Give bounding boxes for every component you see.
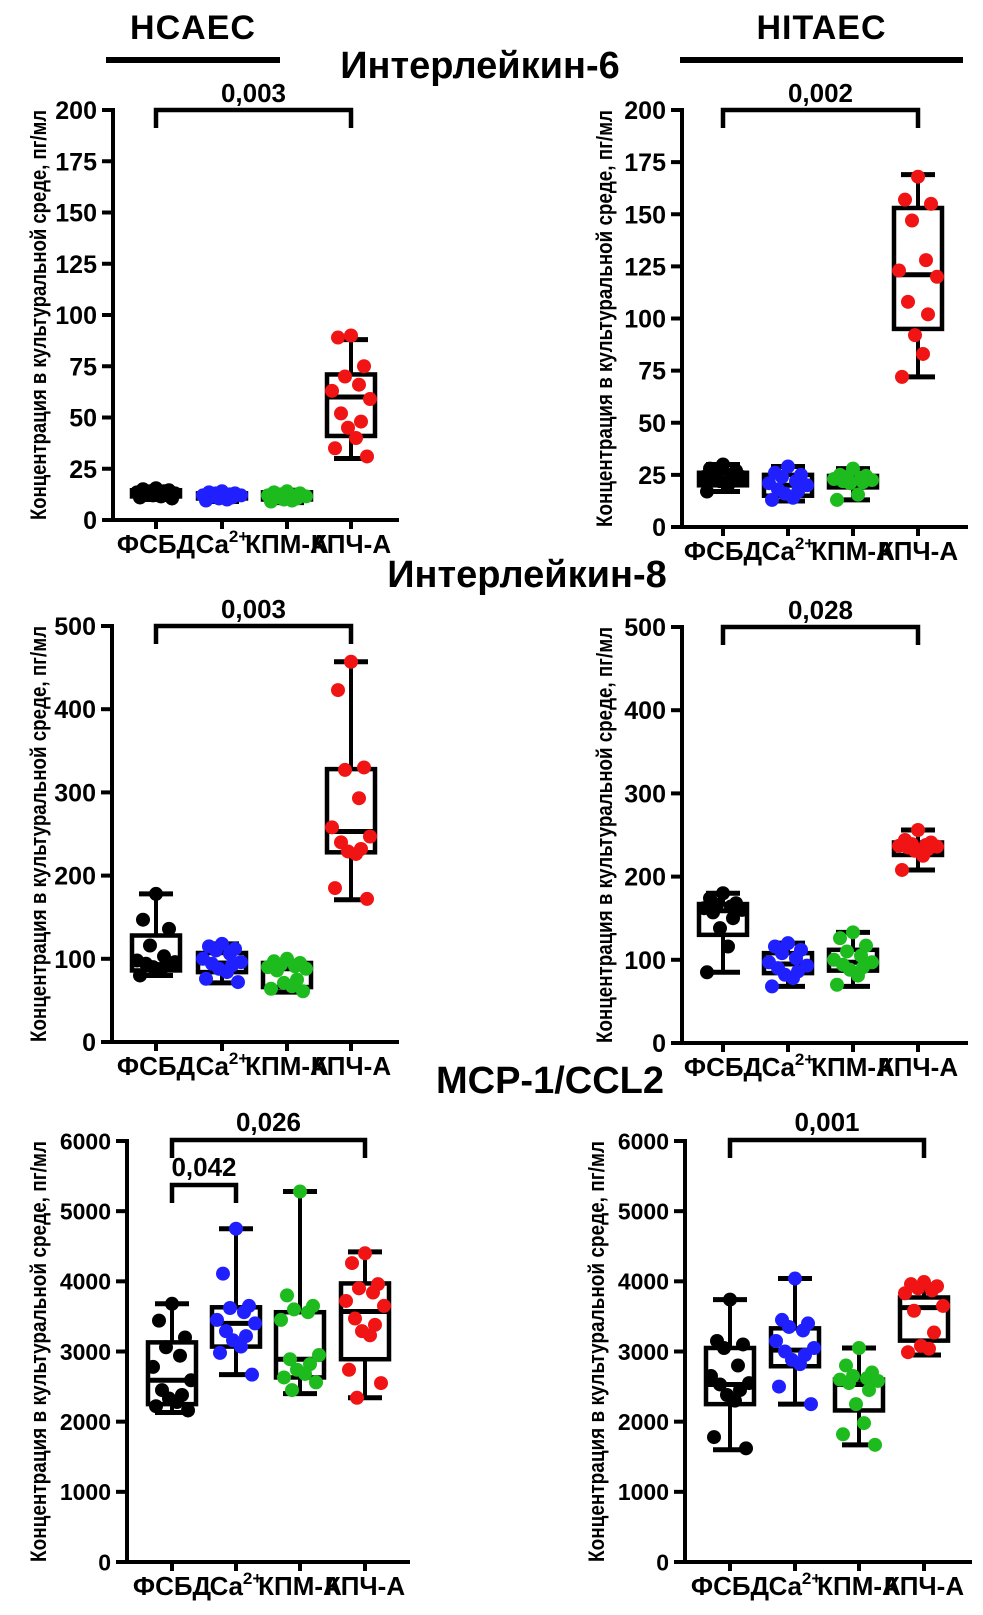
y-axis-ticks — [618, 1128, 685, 1575]
data-point — [772, 1380, 786, 1394]
data-point — [804, 1397, 818, 1411]
data-point — [786, 971, 800, 985]
box-group-3 — [827, 925, 879, 991]
x-category-label: КПЧ-А — [324, 1571, 406, 1601]
data-point — [851, 488, 865, 502]
data-point — [922, 1342, 936, 1356]
data-point — [348, 1312, 362, 1326]
data-point — [911, 170, 925, 184]
data-point — [245, 1368, 259, 1382]
x-axis-ticks — [691, 1562, 964, 1601]
box-group-4 — [892, 823, 944, 877]
data-point — [927, 1326, 941, 1340]
data-point — [713, 921, 727, 935]
y-axis-title: Концентрация в культуральной среде, пг/мл — [592, 555, 617, 1043]
y-axis-title: Концентрация в культуральной среде, пг/мл — [584, 1074, 609, 1562]
data-point — [857, 1416, 871, 1430]
section-title-interleukin-8: Интерлейкин-8 — [387, 554, 667, 596]
data-point — [707, 1430, 721, 1444]
box-group-4 — [325, 655, 377, 906]
data-point — [836, 1427, 850, 1441]
data-point — [911, 823, 925, 837]
data-point — [851, 969, 865, 983]
p-value-label: 0,028 — [787, 595, 854, 625]
data-point — [331, 683, 345, 697]
y-tick-label: 5000 — [617, 1198, 669, 1225]
data-point — [159, 1340, 173, 1354]
p-value-label: 0,003 — [220, 594, 287, 624]
x-category-label: КПМ-А — [811, 536, 895, 566]
data-point — [793, 1357, 807, 1371]
data-point — [199, 494, 213, 508]
data-point — [199, 972, 213, 986]
data-point — [898, 1286, 912, 1300]
data-point — [325, 820, 339, 834]
data-point — [234, 1340, 248, 1354]
significance-bracket — [171, 1152, 236, 1203]
x-category-label: ФСБД — [116, 1051, 196, 1081]
data-point — [178, 1330, 192, 1344]
data-point — [173, 1349, 187, 1363]
y-axis-ticks — [55, 97, 113, 535]
x-category-label: $Ca^{2+}$ — [195, 527, 249, 559]
x-category-label: КПЧ-А — [877, 536, 959, 566]
y-tick-label: 200 — [624, 863, 666, 892]
box-group-2 — [210, 1222, 262, 1382]
data-point — [331, 331, 345, 345]
data-point — [352, 378, 366, 392]
data-point — [782, 1320, 796, 1334]
data-point — [264, 982, 278, 996]
data-point — [349, 431, 363, 445]
data-point — [849, 1397, 863, 1411]
y-tick-label: 4000 — [617, 1268, 669, 1295]
data-point — [736, 1337, 750, 1351]
box-group-3 — [274, 1185, 326, 1398]
data-point — [334, 406, 348, 420]
box-group-1 — [697, 457, 749, 498]
data-point — [868, 1438, 882, 1452]
data-point — [136, 913, 150, 927]
data-point — [377, 1299, 391, 1313]
y-axis-ticks — [624, 614, 682, 1058]
data-point — [133, 968, 147, 982]
x-axis-ticks — [117, 520, 391, 559]
y-tick-label: 100 — [624, 946, 666, 975]
data-point — [921, 307, 935, 321]
y-tick-label: 125 — [55, 250, 97, 279]
data-point — [237, 1305, 251, 1319]
box-group-2 — [196, 484, 248, 507]
x-category-label: ФСБД — [132, 1571, 212, 1601]
data-point — [905, 214, 919, 228]
x-category-label: КПМ-А — [817, 1571, 901, 1601]
data-point — [919, 253, 933, 267]
x-axis-ticks — [133, 1562, 405, 1601]
y-tick-label: 100 — [54, 945, 96, 974]
box-group-4 — [898, 1275, 950, 1359]
x-category-label: КПМ-А — [811, 1052, 895, 1082]
data-point — [296, 984, 310, 998]
data-point — [216, 1267, 230, 1281]
plot-hitaec-il6 — [592, 39, 966, 566]
data-point — [264, 495, 278, 509]
data-point — [328, 881, 342, 895]
data-point — [352, 791, 366, 805]
data-point — [842, 1376, 856, 1390]
x-category-label: $Ca^{2+}$ — [761, 1050, 815, 1082]
x-category-label: ФСБД — [683, 1052, 763, 1082]
plot-hcaec-mcp1 — [26, 1074, 408, 1601]
y-tick-label: 2000 — [617, 1408, 669, 1435]
data-point — [231, 975, 245, 989]
y-tick-label: 400 — [54, 696, 96, 725]
data-point — [149, 1399, 163, 1413]
data-point — [916, 849, 930, 863]
data-point — [358, 1246, 372, 1260]
data-point — [846, 925, 860, 939]
y-axis-ticks — [54, 613, 112, 1057]
data-point — [328, 441, 342, 455]
y-axis-title: Концентрация в культуральной среде, пг/мл — [592, 39, 617, 527]
data-point — [717, 1341, 731, 1355]
y-tick-label: 75 — [69, 353, 97, 382]
data-point — [363, 829, 377, 843]
box-group-2 — [762, 460, 814, 507]
x-category-label: КПЧ-А — [877, 1052, 959, 1082]
data-point — [895, 370, 909, 384]
y-tick-label: 6000 — [59, 1128, 111, 1155]
data-point — [162, 922, 176, 936]
data-point — [350, 1391, 364, 1405]
box-group-4 — [325, 329, 377, 464]
y-tick-label: 200 — [55, 97, 97, 125]
box-group-2 — [762, 936, 814, 993]
data-point — [220, 493, 234, 507]
box-group-1 — [130, 887, 182, 983]
data-point — [892, 264, 906, 278]
data-point — [830, 493, 844, 507]
y-tick-label: 6000 — [617, 1128, 669, 1155]
data-point — [299, 962, 313, 976]
data-point — [700, 485, 714, 499]
data-point — [339, 1294, 353, 1308]
y-axis-title: Концентрация в культуральной среде, пг/мл — [26, 32, 51, 520]
data-point — [721, 939, 735, 953]
x-category-label: КПМ-А — [258, 1571, 342, 1601]
data-point — [930, 270, 944, 284]
y-axis-title: Концентрация в культуральной среде, пг/мл — [26, 1074, 51, 1562]
x-category-label: КПМ-А — [245, 529, 329, 559]
plot-hcaec-il8 — [26, 554, 397, 1081]
x-category-label: ФСБД — [116, 529, 196, 559]
data-point — [248, 1316, 262, 1330]
data-point — [344, 655, 358, 669]
y-tick-label: 0 — [98, 1549, 111, 1576]
data-point — [788, 1272, 802, 1286]
data-point — [363, 1328, 377, 1342]
plot-hitaec-mcp1 — [584, 1074, 970, 1601]
data-point — [342, 1363, 356, 1377]
data-point — [739, 1441, 753, 1455]
data-point — [220, 965, 234, 979]
y-tick-label: 100 — [624, 305, 666, 334]
y-tick-label: 300 — [54, 779, 96, 808]
y-tick-label: 150 — [55, 199, 97, 228]
plot-hcaec-il6 — [26, 32, 397, 559]
box-group-1 — [704, 1293, 756, 1456]
y-tick-label: 5000 — [59, 1198, 111, 1225]
box-group-2 — [196, 937, 248, 989]
data-points — [261, 484, 313, 508]
data-point — [363, 392, 377, 406]
data-point — [298, 1367, 312, 1381]
x-category-label: КПМ-А — [245, 1051, 329, 1081]
data-point — [352, 1281, 366, 1295]
p-value-label: 0,002 — [787, 78, 854, 108]
data-point — [765, 493, 779, 507]
y-tick-label: 200 — [624, 97, 666, 125]
data-point — [895, 863, 909, 877]
p-value-label: 0,001 — [794, 1107, 860, 1137]
data-point — [924, 197, 938, 211]
data-point — [133, 490, 147, 504]
data-point — [731, 1359, 745, 1373]
y-tick-label: 200 — [54, 862, 96, 891]
data-points — [898, 1275, 950, 1359]
data-point — [184, 1373, 198, 1387]
data-point — [843, 476, 857, 490]
data-point — [154, 963, 168, 977]
data-point — [285, 494, 299, 508]
data-point — [862, 1383, 876, 1397]
y-tick-label: 50 — [638, 409, 666, 438]
p-value-label: 0,003 — [220, 78, 287, 108]
data-point — [721, 478, 735, 492]
data-point — [344, 329, 358, 343]
data-point — [146, 1360, 160, 1374]
data-point — [916, 347, 930, 361]
data-point — [360, 892, 374, 906]
data-point — [908, 328, 922, 342]
data-point — [901, 1345, 915, 1359]
x-axis-ticks — [684, 1043, 958, 1082]
data-point — [345, 1256, 359, 1270]
data-point — [833, 931, 847, 945]
data-point — [349, 847, 363, 861]
data-point — [165, 491, 179, 505]
data-point — [907, 1304, 921, 1318]
data-point — [796, 1323, 810, 1337]
data-point — [143, 938, 157, 952]
box-group-3 — [261, 952, 313, 998]
y-tick-label: 2000 — [59, 1408, 111, 1435]
data-point — [700, 965, 714, 979]
x-category-label: $Ca^{2+}$ — [761, 534, 815, 566]
x-category-label: КПЧ-А — [310, 529, 392, 559]
data-point — [726, 911, 740, 925]
y-tick-label: 1000 — [59, 1479, 111, 1506]
x-category-label: $Ca^{2+}$ — [195, 1049, 249, 1081]
section-title-interleukin-6: Интерлейкин-6 — [340, 45, 620, 87]
data-point — [149, 887, 163, 901]
data-point — [936, 1299, 950, 1313]
p-value-label: 0,026 — [235, 1107, 302, 1137]
data-points — [196, 484, 248, 507]
data-point — [287, 1302, 301, 1316]
data-point — [852, 1341, 866, 1355]
x-category-label: $Ca^{2+}$ — [209, 1569, 263, 1601]
data-point — [765, 979, 779, 993]
box-group-3 — [827, 462, 879, 507]
data-point — [706, 905, 720, 919]
significance-bracket — [172, 1107, 365, 1158]
data-point — [293, 1185, 307, 1199]
significance-bracket — [723, 78, 918, 128]
data-point — [223, 1301, 237, 1315]
data-point — [170, 1395, 184, 1409]
data-point — [728, 1394, 742, 1408]
data-point — [775, 470, 789, 484]
y-tick-label: 300 — [624, 780, 666, 809]
x-axis-ticks — [117, 1042, 391, 1081]
data-point — [213, 1346, 227, 1360]
y-tick-label: 500 — [54, 613, 96, 641]
y-tick-label: 0 — [652, 514, 666, 542]
section-title-mcp1-ccl2: MCP-1/CCL2 — [435, 1060, 665, 1102]
x-axis-ticks — [684, 527, 958, 566]
box-group-4 — [339, 1246, 391, 1405]
significance-bracket — [156, 78, 351, 128]
data-point — [270, 963, 284, 977]
data-point — [830, 978, 844, 992]
plot-hitaec-il8 — [592, 555, 966, 1082]
data-point — [165, 1297, 179, 1311]
box-group-3 — [261, 484, 313, 508]
data-point — [840, 944, 854, 958]
box-group-4 — [892, 170, 944, 384]
y-tick-label: 50 — [69, 404, 97, 433]
x-category-label: КПЧ-А — [310, 1051, 392, 1081]
data-point — [209, 943, 223, 957]
y-tick-label: 1000 — [617, 1479, 669, 1506]
data-point — [338, 763, 352, 777]
data-point — [274, 1313, 288, 1327]
y-tick-label: 125 — [624, 253, 666, 282]
y-tick-label: 500 — [624, 614, 666, 642]
data-point — [285, 1383, 299, 1397]
data-point — [786, 491, 800, 505]
data-point — [309, 1375, 323, 1389]
box-group-2 — [769, 1272, 821, 1412]
data-point — [210, 1313, 224, 1327]
y-tick-label: 25 — [638, 461, 666, 490]
x-category-label: ФСБД — [690, 1571, 770, 1601]
data-point — [898, 193, 912, 207]
y-tick-label: 175 — [624, 149, 666, 178]
y-axis-ticks — [60, 1128, 127, 1575]
data-point — [181, 1403, 195, 1417]
x-category-label: $Ca^{2+}$ — [768, 1569, 822, 1601]
x-category-label: КПЧ-А — [883, 1571, 965, 1601]
significance-bracket — [730, 1107, 924, 1158]
data-point — [911, 1281, 925, 1295]
axes — [682, 627, 966, 1043]
y-tick-label: 75 — [638, 357, 666, 386]
y-tick-label: 0 — [83, 507, 97, 535]
data-point — [775, 946, 789, 960]
y-axis-ticks — [624, 97, 682, 542]
data-point — [325, 384, 339, 398]
data-point — [925, 1283, 939, 1297]
data-point — [354, 415, 368, 429]
y-tick-label: 150 — [624, 201, 666, 230]
data-point — [856, 475, 870, 489]
box-group-1 — [130, 481, 182, 505]
y-tick-label: 175 — [55, 148, 97, 177]
data-point — [229, 1222, 243, 1236]
box-group-1 — [146, 1297, 198, 1418]
data-point — [277, 1370, 291, 1384]
x-category-label: ФСБД — [683, 536, 763, 566]
data-point — [374, 1376, 388, 1390]
column-header-hcaec: HCAEC — [130, 9, 256, 47]
data-point — [901, 295, 915, 309]
column-header-hitaec: HITAEC — [756, 9, 887, 47]
significance-bracket — [156, 594, 351, 644]
data-point — [366, 1286, 380, 1300]
y-tick-label: 25 — [69, 455, 97, 484]
data-point — [152, 1314, 166, 1328]
data-point — [301, 1305, 315, 1319]
data-point — [280, 1288, 294, 1302]
data-point — [338, 370, 352, 384]
y-tick-label: 100 — [55, 302, 97, 330]
significance-bracket — [723, 595, 918, 645]
data-point — [360, 449, 374, 463]
y-tick-label: 3000 — [59, 1338, 111, 1365]
y-tick-label: 0 — [82, 1029, 96, 1057]
y-tick-label: 0 — [656, 1549, 669, 1576]
box-group-1 — [697, 886, 749, 979]
y-axis-title: Концентрация в культуральной среде, пг/мл — [26, 554, 51, 1042]
data-point — [723, 1293, 737, 1307]
y-tick-label: 3000 — [617, 1338, 669, 1365]
data-point — [357, 359, 371, 373]
p-value-label: 0,042 — [171, 1152, 237, 1182]
y-tick-label: 4000 — [59, 1268, 111, 1295]
y-tick-label: 0 — [652, 1030, 666, 1058]
y-tick-label: 400 — [624, 697, 666, 726]
data-point — [357, 760, 371, 774]
box-group-3 — [833, 1341, 885, 1452]
